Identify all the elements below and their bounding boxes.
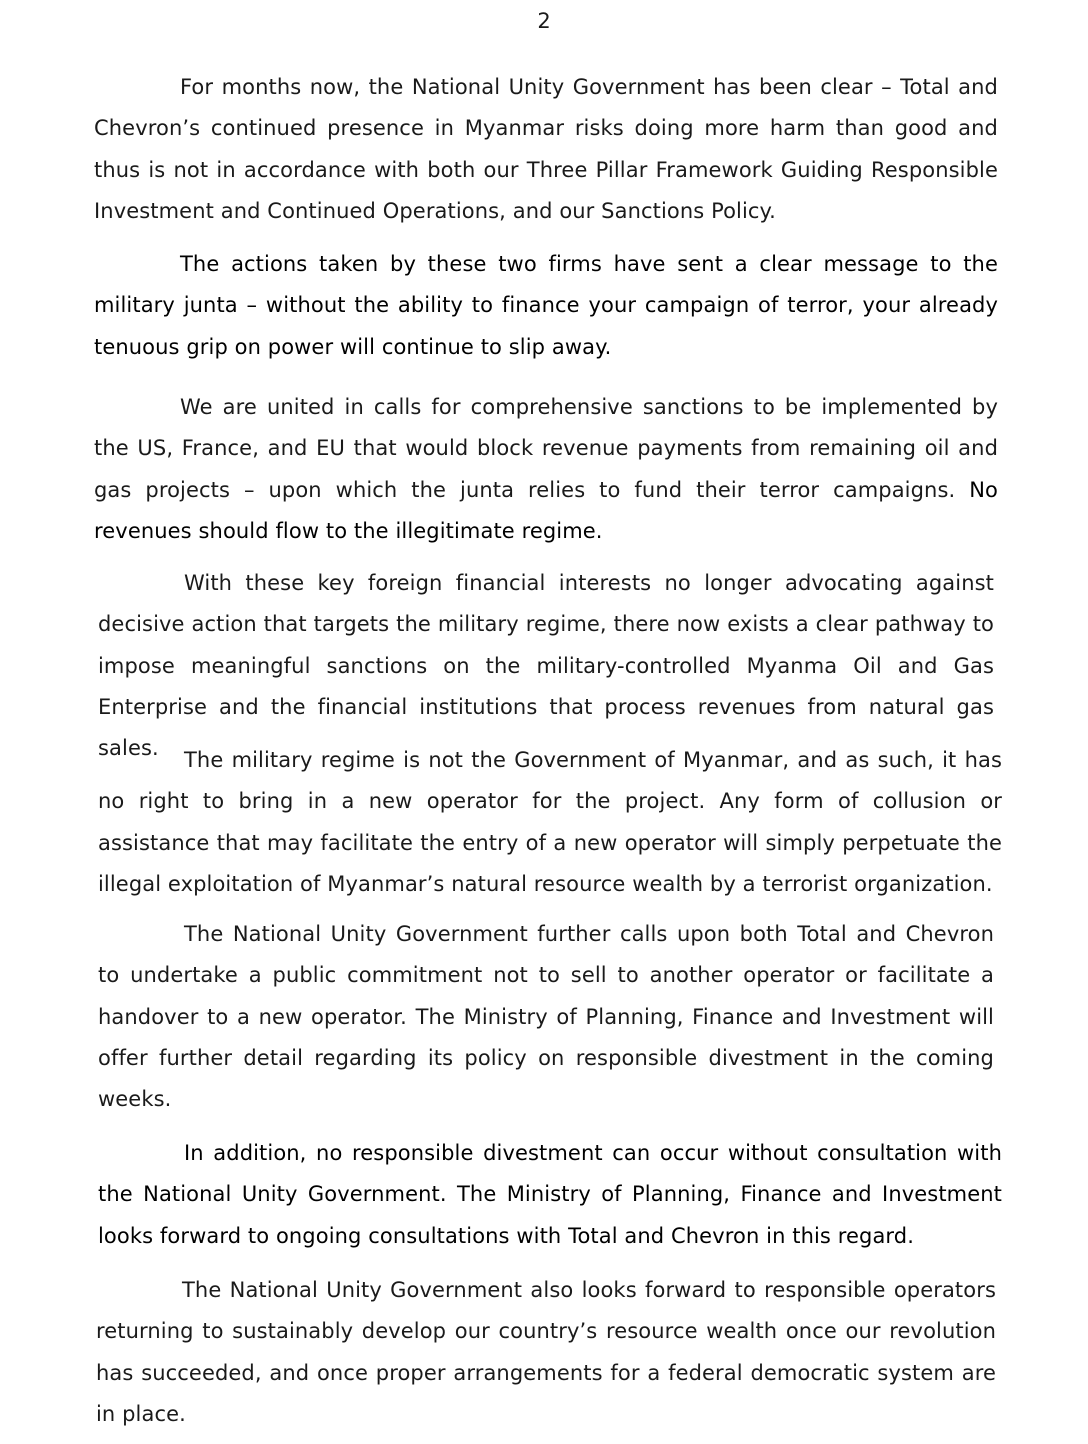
paragraph-sanctions-call	[94, 387, 998, 552]
no-revenues-statement: No revenues should flow to the illegitimate regime.	[94, 477, 998, 543]
paragraph-public-commitment: The National Unity Government further calls upon both Total and Chevron to undertake a public commitment not to sell to another operator or facilitate a handover to a new operator. The Ministry of Planning, Finance and Investment will offer further detail regarding its policy on responsible divestment in the coming weeks.	[98, 922, 994, 1112]
page-number: 2	[537, 9, 551, 33]
paragraph-message-to-junta: The actions taken by these two firms have sent a clear message to the military junta – without the ability to finance your campaign of terror, your already tenuous grip on power will continue to slip away.	[94, 252, 998, 359]
paragraph-total-chevron-presence: For months now, the National Unity Government has been clear – Total and Chevron’s continued presence in Myanmar risks doing more harm than good and thus is not in accordance with both our Three Pillar Framework Guiding Responsible Investment and Continued Operations, and our Sanctions Policy.	[94, 75, 998, 223]
paragraph-sanctions-pathway: With these key foreign financial interests no longer advocating against decisive action that targets the military regime, there now exists a clear pathway to impose meaningful sanctions on the military-controlled Myanma Oil and Gas Enterprise and the financial institutions that process revenues from natural gas sales.	[98, 571, 994, 761]
paragraph-consultation: In addition, no responsible divestment can occur without consultation with the National Unity Government. The Ministry of Planning, Finance and Investment looks forward to ongoing consultations with Total and Chevron in this regard.	[98, 1141, 1002, 1248]
paragraph-new-operator: The military regime is not the Government of Myanmar, and as such, it has no right to bring in a new operator for the project. Any form of collusion or assistance that may facilitate the entry of a new operator will simply perpetuate the illegal exploitation of Myanmar’s natural resource wealth by a terrorist organization.	[98, 748, 1002, 896]
sanctions-call-text: We are united in calls for comprehensive sanctions to be implemented by the US, France, and EU that would block revenue payments from remaining oil and gas projects – upon which the junta relies to fund their terror campaigns.	[94, 395, 998, 502]
paragraph-responsible-operators: The National Unity Government also looks forward to responsible operators returning to sustainably develop our country’s resource wealth once our revolution has succeeded, and once proper arrangements for a federal democratic system are in place.	[96, 1278, 996, 1426]
